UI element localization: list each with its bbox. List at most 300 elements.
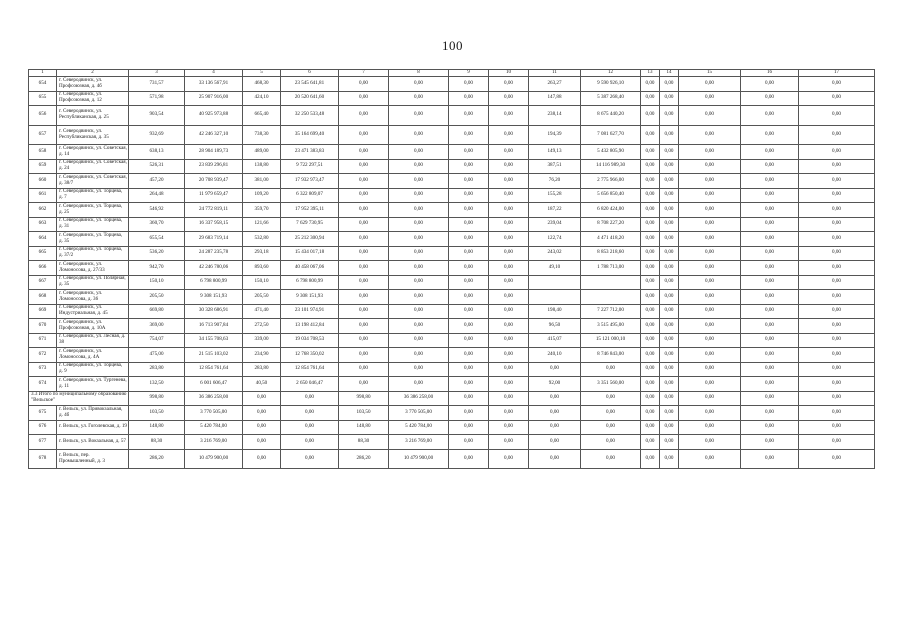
value-cell: 731,57: [129, 77, 185, 92]
value-cell: 34 155 708,63: [185, 333, 243, 348]
value-cell: 7 081 627,70: [581, 125, 641, 145]
value-cell: 150,10: [129, 275, 185, 290]
address-cell: г. Вельск, ул. Привокзальная, д. 4б: [57, 406, 129, 421]
value-cell: 8 675 440,20: [581, 106, 641, 126]
value-cell: 0,00: [389, 106, 449, 126]
value-cell: 35 164 699,40: [281, 125, 339, 145]
value-cell: 0,00: [489, 106, 529, 126]
value-cell: 0,00: [389, 91, 449, 106]
table-body: [29, 70, 875, 469]
value-cell: 12 768 350,02: [281, 348, 339, 363]
value-cell: 40 458 067,06: [281, 261, 339, 276]
value-cell: 0,00: [339, 261, 389, 276]
table-row: [29, 275, 875, 290]
value-cell: 0,00: [449, 348, 489, 363]
address-cell: г. Северодвинск, ул. Тургенева, д. 11: [57, 377, 129, 392]
value-cell: 0,00: [449, 77, 489, 92]
value-cell: 12 854 761,64: [281, 362, 339, 377]
value-cell: 0,00: [660, 188, 679, 203]
value-cell: 0,00: [449, 188, 489, 203]
value-cell: 0,00: [741, 290, 799, 305]
value-cell: 8 708 227,20: [581, 217, 641, 232]
address-cell: г. Северодвинск, ул. Ломоносова, д. 27/33: [57, 261, 129, 276]
value-cell: 6 322 809,07: [281, 188, 339, 203]
housing-register-table: [28, 69, 875, 469]
value-cell: 148,80: [129, 420, 185, 435]
value-cell: 148,80: [339, 420, 389, 435]
value-cell: 23 471 383,83: [281, 145, 339, 160]
value-cell: 0,00: [799, 304, 875, 319]
row-number-cell: 673: [29, 362, 57, 377]
value-cell: 0,00: [660, 203, 679, 218]
value-cell: 903,54: [129, 106, 185, 126]
value-cell: 0,00: [489, 348, 529, 363]
table-row: [29, 333, 875, 348]
value-cell: 0,00: [741, 435, 799, 450]
value-cell: 0,00: [679, 174, 741, 189]
value-cell: 424,10: [243, 91, 281, 106]
value-cell: 0,00: [243, 406, 281, 421]
value-cell: 0,00: [741, 362, 799, 377]
value-cell: 30 328 686,91: [185, 304, 243, 319]
value-cell: 0,00: [243, 449, 281, 469]
value-cell: 0,00: [641, 188, 660, 203]
value-cell: 754,07: [129, 333, 185, 348]
value-cell: 0,00: [449, 333, 489, 348]
value-cell: [581, 290, 641, 305]
value-cell: 0,00: [799, 319, 875, 334]
value-cell: 0,00: [389, 125, 449, 145]
value-cell: 24 287 235,78: [185, 246, 243, 261]
value-cell: 0,00: [449, 125, 489, 145]
table-row: [29, 304, 875, 319]
row-number-cell: 665: [29, 246, 57, 261]
address-cell: г. Вельск, ул. Вокзальная, д. 57: [57, 435, 129, 450]
value-cell: 0,00: [679, 145, 741, 160]
value-cell: 25 212 300,94: [281, 232, 339, 247]
value-cell: 0,00: [641, 333, 660, 348]
value-cell: 0,00: [449, 391, 489, 406]
value-cell: 0,00: [581, 449, 641, 469]
column-number-cell: 4: [185, 70, 243, 77]
value-cell: 17 932 973,47: [281, 174, 339, 189]
value-cell: 0,00: [679, 290, 741, 305]
value-cell: 0,00: [799, 203, 875, 218]
value-cell: 998,80: [339, 391, 389, 406]
value-cell: 9 722 297,51: [281, 159, 339, 174]
value-cell: 109,20: [243, 188, 281, 203]
value-cell: 0,00: [281, 420, 339, 435]
value-cell: 234,90: [243, 348, 281, 363]
value-cell: 0,00: [641, 377, 660, 392]
value-cell: 638,13: [129, 145, 185, 160]
value-cell: 0,00: [741, 333, 799, 348]
value-cell: 0,00: [741, 188, 799, 203]
address-cell: г. Северодвинск, ул. Торцева, д. 37/2: [57, 246, 129, 261]
value-cell: 669,80: [129, 304, 185, 319]
value-cell: 263,27: [529, 77, 581, 92]
value-cell: 0,00: [660, 159, 679, 174]
value-cell: 0,00: [489, 203, 529, 218]
value-cell: 0,00: [449, 319, 489, 334]
value-cell: 240,10: [529, 348, 581, 363]
value-cell: 3 351 560,00: [581, 377, 641, 392]
value-cell: 36 386 258,00: [389, 391, 449, 406]
value-cell: 468,30: [243, 77, 281, 92]
value-cell: 0,00: [799, 290, 875, 305]
value-cell: 0,00: [641, 217, 660, 232]
value-cell: [529, 290, 581, 305]
value-cell: 339,00: [243, 333, 281, 348]
value-cell: 264,48: [129, 188, 185, 203]
address-cell: г. Северодвинск, ул. Торцева, д. 9: [57, 362, 129, 377]
value-cell: 121,66: [243, 217, 281, 232]
value-cell: 0,00: [281, 449, 339, 469]
value-cell: 1 788 713,00: [581, 261, 641, 276]
value-cell: 0,00: [679, 275, 741, 290]
value-cell: 0,00: [679, 348, 741, 363]
value-cell: 0,00: [741, 159, 799, 174]
value-cell: 0,00: [243, 391, 281, 406]
value-cell: 893,60: [243, 261, 281, 276]
subtotal-label-cell: 3.3 Итого по муниципальному образованию "Вельское": [29, 391, 129, 406]
table-row: [29, 217, 875, 232]
value-cell: 0,00: [741, 145, 799, 160]
value-cell: 138,80: [243, 159, 281, 174]
value-cell: 0,00: [489, 449, 529, 469]
value-cell: 0,00: [799, 246, 875, 261]
value-cell: 0,00: [489, 261, 529, 276]
value-cell: 0,00: [679, 217, 741, 232]
value-cell: 0,00: [660, 145, 679, 160]
value-cell: 0,00: [799, 232, 875, 247]
value-cell: 3 770 505,00: [389, 406, 449, 421]
value-cell: 23 101 974,91: [281, 304, 339, 319]
table-row: [29, 246, 875, 261]
value-cell: [529, 275, 581, 290]
value-cell: 8 746 843,00: [581, 348, 641, 363]
value-cell: 5 387 268,40: [581, 91, 641, 106]
value-cell: 0,00: [449, 232, 489, 247]
value-cell: 0,00: [741, 275, 799, 290]
value-cell: 536,20: [129, 246, 185, 261]
value-cell: 0,00: [641, 125, 660, 145]
value-cell: 42 246 780,06: [185, 261, 243, 276]
value-cell: 0,00: [799, 188, 875, 203]
value-cell: 0,00: [529, 391, 581, 406]
value-cell: 0,00: [243, 435, 281, 450]
row-number-cell: 674: [29, 377, 57, 392]
value-cell: 0,00: [799, 217, 875, 232]
value-cell: 359,70: [243, 203, 281, 218]
value-cell: 150,10: [243, 275, 281, 290]
column-number-cell: 1: [29, 70, 57, 77]
value-cell: 932,69: [129, 125, 185, 145]
value-cell: 0,00: [489, 232, 529, 247]
value-cell: 0,00: [679, 319, 741, 334]
value-cell: 0,00: [339, 246, 389, 261]
address-cell: г. Северодвинск, ул. Профсоюзная, д. 12: [57, 91, 129, 106]
value-cell: 0,00: [641, 261, 660, 276]
value-cell: 17 952 395,11: [281, 203, 339, 218]
value-cell: 0,00: [339, 362, 389, 377]
page-number: 100: [442, 38, 463, 53]
value-cell: 0,00: [641, 246, 660, 261]
value-cell: 0,00: [799, 333, 875, 348]
value-cell: 0,00: [339, 232, 389, 247]
value-cell: 0,00: [641, 232, 660, 247]
row-number-cell: 660: [29, 174, 57, 189]
value-cell: 28 904 189,73: [185, 145, 243, 160]
row-number-cell: 670: [29, 319, 57, 334]
value-cell: 42 246 327,10: [185, 125, 243, 145]
value-cell: 0,00: [529, 435, 581, 450]
value-cell: 0,00: [660, 333, 679, 348]
value-cell: 0,00: [281, 406, 339, 421]
value-cell: 286,20: [339, 449, 389, 469]
row-number-cell: 678: [29, 449, 57, 469]
table-row: [29, 377, 875, 392]
value-cell: 0,00: [741, 304, 799, 319]
value-cell: 0,00: [641, 435, 660, 450]
value-cell: 187,22: [529, 203, 581, 218]
value-cell: 36 386 258,00: [185, 391, 243, 406]
value-cell: 0,00: [389, 203, 449, 218]
value-cell: 0,00: [489, 246, 529, 261]
address-cell: г. Северодвинск, ул. Торцева, д. 25: [57, 203, 129, 218]
row-number-cell: 656: [29, 106, 57, 126]
value-cell: 0,00: [449, 106, 489, 126]
value-cell: 3 216 769,00: [389, 435, 449, 450]
table-row: [29, 261, 875, 276]
column-number-cell: 5: [243, 70, 281, 77]
value-cell: 0,00: [449, 261, 489, 276]
value-cell: 0,00: [799, 261, 875, 276]
value-cell: 8 853 218,60: [581, 246, 641, 261]
value-cell: [581, 275, 641, 290]
value-cell: 286,20: [129, 449, 185, 469]
value-cell: 0,00: [660, 290, 679, 305]
value-cell: 0,00: [641, 449, 660, 469]
value-cell: 0,00: [799, 406, 875, 421]
table-row: [29, 435, 875, 450]
address-cell: г. Северодвинск, ул. Профсоюзная, д. 4б: [57, 77, 129, 92]
value-cell: 20 520 641,60: [281, 91, 339, 106]
value-cell: 387,51: [529, 159, 581, 174]
value-cell: 0,00: [799, 420, 875, 435]
value-cell: 103,50: [129, 406, 185, 421]
value-cell: 0,00: [679, 391, 741, 406]
value-cell: 0,00: [641, 406, 660, 421]
table-row: [29, 420, 875, 435]
address-cell: г. Северодвинск, ул. Лесная, д. 38: [57, 333, 129, 348]
value-cell: 283,80: [129, 362, 185, 377]
value-cell: 0,00: [449, 406, 489, 421]
value-cell: 0,00: [741, 232, 799, 247]
value-cell: 0,00: [339, 304, 389, 319]
address-cell: г. Северодвинск, ул. Профсоюзная, д. 10А: [57, 319, 129, 334]
value-cell: 0,00: [679, 304, 741, 319]
address-cell: г. Северодвинск, ул. Советская, д. 14: [57, 145, 129, 160]
value-cell: 0,00: [339, 333, 389, 348]
value-cell: 0,00: [660, 348, 679, 363]
value-cell: 0,00: [679, 203, 741, 218]
value-cell: 0,00: [741, 203, 799, 218]
value-cell: 0,00: [581, 362, 641, 377]
value-cell: 7 629 730,95: [281, 217, 339, 232]
row-number-cell: 667: [29, 275, 57, 290]
value-cell: 0,00: [799, 435, 875, 450]
value-cell: 0,00: [339, 319, 389, 334]
value-cell: 0,00: [489, 290, 529, 305]
value-cell: 0,00: [529, 406, 581, 421]
value-cell: 198,40: [529, 304, 581, 319]
value-cell: 24 772 819,11: [185, 203, 243, 218]
value-cell: 0,00: [741, 391, 799, 406]
value-cell: 4 471 418,20: [581, 232, 641, 247]
row-number-cell: 655: [29, 91, 57, 106]
value-cell: 0,00: [741, 91, 799, 106]
value-cell: 0,00: [799, 174, 875, 189]
value-cell: 0,00: [389, 77, 449, 92]
value-cell: 40 925 973,88: [185, 106, 243, 126]
value-cell: 0,00: [741, 406, 799, 421]
value-cell: 360,70: [129, 217, 185, 232]
table-row: [29, 159, 875, 174]
value-cell: 0,00: [679, 91, 741, 106]
value-cell: 0,00: [679, 435, 741, 450]
table-row: [29, 77, 875, 92]
value-cell: 23 545 641,81: [281, 77, 339, 92]
value-cell: 0,00: [389, 232, 449, 247]
value-cell: 5 420 784,00: [185, 420, 243, 435]
value-cell: 0,00: [741, 217, 799, 232]
value-cell: 0,00: [389, 275, 449, 290]
row-number-cell: 666: [29, 261, 57, 276]
value-cell: 16 713 907,84: [185, 319, 243, 334]
value-cell: 147,88: [529, 91, 581, 106]
value-cell: 0,00: [339, 106, 389, 126]
value-cell: 132,50: [129, 377, 185, 392]
value-cell: 0,00: [449, 420, 489, 435]
address-cell: г. Северодвинск, ул. Торцева, д. 35: [57, 232, 129, 247]
subtotal-row: [29, 391, 875, 406]
value-cell: 0,00: [449, 203, 489, 218]
value-cell: 0,00: [581, 391, 641, 406]
value-cell: 20 708 939,47: [185, 174, 243, 189]
value-cell: 0,00: [389, 333, 449, 348]
value-cell: 5 432 805,90: [581, 145, 641, 160]
value-cell: 238,14: [529, 106, 581, 126]
value-cell: 457,20: [129, 174, 185, 189]
value-cell: 3 515 495,00: [581, 319, 641, 334]
value-cell: 0,00: [449, 174, 489, 189]
value-cell: 0,00: [339, 188, 389, 203]
value-cell: 33 136 567,91: [185, 77, 243, 92]
value-cell: 0,00: [489, 377, 529, 392]
value-cell: 0,00: [641, 420, 660, 435]
value-cell: 0,00: [641, 145, 660, 160]
value-cell: 0,00: [741, 246, 799, 261]
value-cell: 0,00: [799, 348, 875, 363]
value-cell: 0,00: [389, 188, 449, 203]
value-cell: 0,00: [641, 174, 660, 189]
value-cell: 0,00: [679, 261, 741, 276]
value-cell: 5 420 784,00: [389, 420, 449, 435]
column-number-cell: 15: [679, 70, 741, 77]
value-cell: 0,00: [799, 275, 875, 290]
value-cell: 0,00: [679, 232, 741, 247]
address-cell: г. Северодвинск, ул. Индустриальная, д. 45: [57, 304, 129, 319]
value-cell: 0,00: [389, 362, 449, 377]
value-cell: 0,00: [660, 362, 679, 377]
value-cell: 14 116 989,30: [581, 159, 641, 174]
value-cell: 0,00: [641, 77, 660, 92]
value-cell: 0,00: [641, 275, 660, 290]
value-cell: 0,00: [660, 449, 679, 469]
value-cell: 942,70: [129, 261, 185, 276]
value-cell: 9 308 151,93: [185, 290, 243, 305]
value-cell: 0,00: [489, 406, 529, 421]
value-cell: 23 839 296,81: [185, 159, 243, 174]
value-cell: 0,00: [449, 290, 489, 305]
value-cell: 32 250 533,48: [281, 106, 339, 126]
row-number-cell: 664: [29, 232, 57, 247]
value-cell: 0,00: [679, 246, 741, 261]
value-cell: 0,00: [660, 261, 679, 276]
address-cell: г. Северодвинск, ул. Ломоносова, д. 36: [57, 290, 129, 305]
value-cell: 0,00: [641, 106, 660, 126]
table-row: [29, 203, 875, 218]
table-row: [29, 174, 875, 189]
table-row: [29, 406, 875, 421]
value-cell: 0,00: [660, 319, 679, 334]
value-cell: 0,00: [799, 159, 875, 174]
column-number-cell: 10: [489, 70, 529, 77]
value-cell: 489,00: [243, 145, 281, 160]
value-cell: 415,07: [529, 333, 581, 348]
table-row: [29, 106, 875, 126]
column-number-cell: 16: [741, 70, 799, 77]
value-cell: 5 656 850,40: [581, 188, 641, 203]
value-cell: 0,00: [679, 449, 741, 469]
value-cell: 0,00: [679, 159, 741, 174]
value-cell: 0,00: [489, 217, 529, 232]
value-cell: 0,00: [339, 145, 389, 160]
value-cell: 0,00: [449, 449, 489, 469]
value-cell: 0,00: [660, 232, 679, 247]
value-cell: 0,00: [799, 145, 875, 160]
value-cell: 0,00: [489, 420, 529, 435]
value-cell: 0,00: [449, 275, 489, 290]
value-cell: 546,92: [129, 203, 185, 218]
value-cell: 0,00: [799, 449, 875, 469]
value-cell: 0,00: [529, 449, 581, 469]
value-cell: 103,50: [339, 406, 389, 421]
value-cell: 0,00: [799, 91, 875, 106]
row-number-cell: 658: [29, 145, 57, 160]
value-cell: 3 216 769,00: [185, 435, 243, 450]
row-number-cell: 669: [29, 304, 57, 319]
value-cell: 205,50: [129, 290, 185, 305]
table-row: [29, 319, 875, 334]
column-number-cell: 12: [581, 70, 641, 77]
value-cell: 16 337 958,15: [185, 217, 243, 232]
value-cell: 92,00: [529, 377, 581, 392]
value-cell: 25 907 916,00: [185, 91, 243, 106]
value-cell: 205,50: [243, 290, 281, 305]
value-cell: 0,00: [389, 174, 449, 189]
